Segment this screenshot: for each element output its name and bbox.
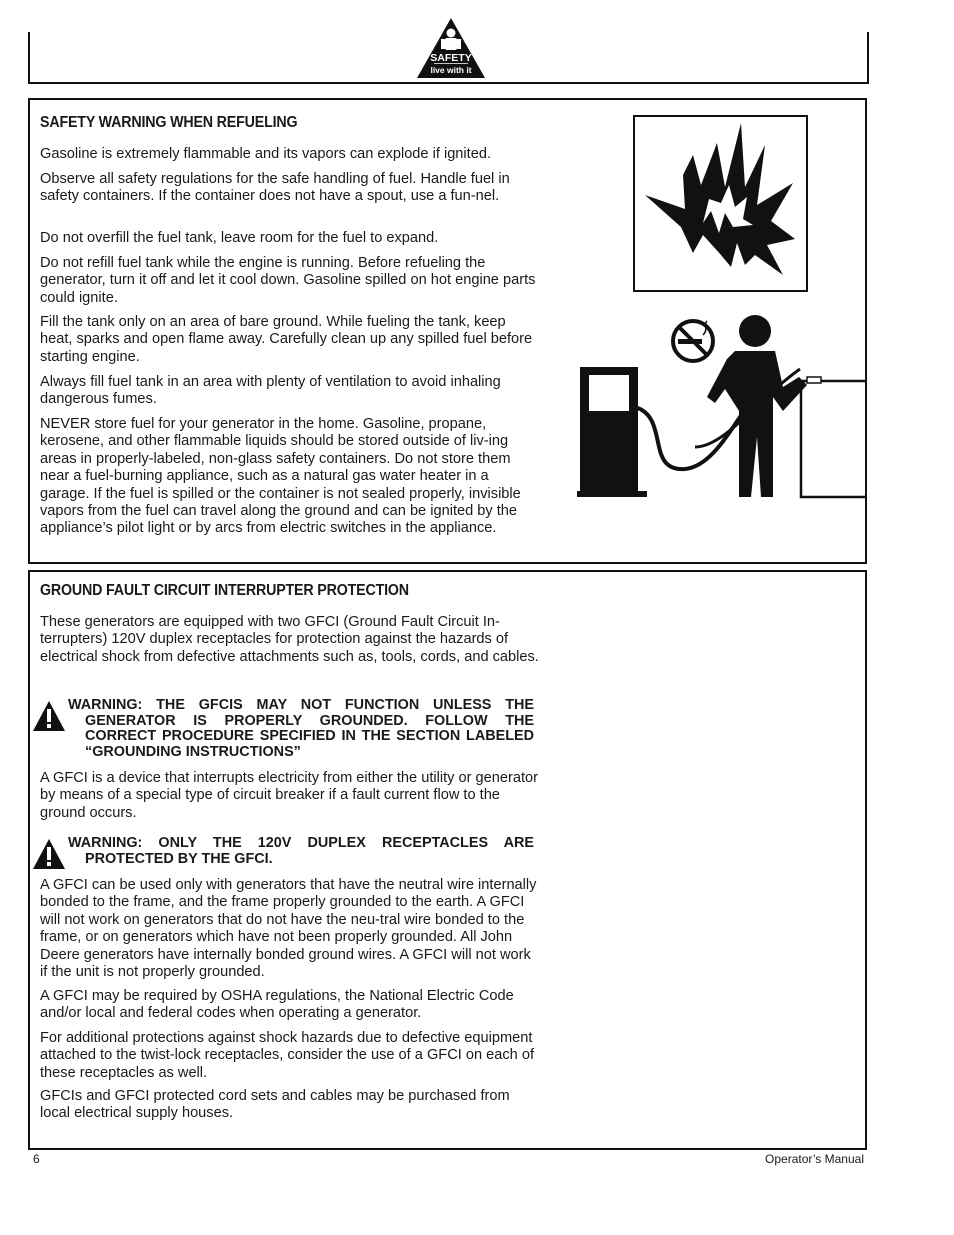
paragraph: Gasoline is extremely flammable and its vapors can explode if ignited. [40,146,492,162]
paragraph: These generators are equipped with two GFCI (Ground Fault Circuit In-terrupters) 120V duplex receptacles for protection against the hazards of electrical shock from defective attachments such as, tools, cords, and cables. [40,614,539,665]
refueling-illustration [575,307,865,507]
paragraph: NEVER store fuel for your generator in the home. Gasoline, propane, kerosene, and other flammable liquids should be stored outside of liv-ing areas in properly-labeled, non-glass safety containers. Do not store them near a fuel-burning appliance, such as a natural gas water heater in a garage. If the fuel is spilled or the container is not sealed properly, invisible vapors from the fuel can travel along the ground and can be ignited by the appliance’s pilot light or by arcs from electric switches in the appliance. [40,416,521,537]
warning-triangle-icon [32,700,66,732]
explosion-hazard-icon [633,115,808,292]
header-rule-left [28,32,30,84]
header-rule-right [867,32,869,84]
paragraph: Do not refill fuel tank while the engine is running. Before refueling the generator, turn it off and let it cool down. Gasoline spilled on hot engine parts could ignite. [40,255,536,306]
paragraph: Always fill fuel tank in an area with plenty of ventilation to avoid inhaling dangerous fumes. [40,374,501,408]
warning-text: WARNING: THE GFCIS MAY NOT FUNCTION UNLESS THE GENERATOR IS PROPERLY GROUNDED. FOLLOW THE CORRECT PROCEDURE SPECIFIED IN THE SECTION LABELED “GROUNDING INSTRUCTIONS” [68,697,534,760]
warning-text: WARNING: ONLY THE 120V DUPLEX RECEPTACLES ARE PROTECTED BY THE GFCI. [68,835,534,867]
section-title: GROUND FAULT CIRCUIT INTERRUPTER PROTECTION [40,582,409,599]
paragraph: Fill the tank only on an area of bare ground. While fueling the tank, keep heat, sparks and open flame away. Carefully clean up any spilled fuel before starting engine. [40,314,533,365]
gfci-protection-section [28,570,867,1150]
paragraph: A GFCI may be required by OSHA regulations, the National Electric Code and/or local and federal codes when operating a generator. [40,988,514,1022]
logo-text-safety: SAFETY [430,52,472,64]
page-number: 6 [33,1152,40,1166]
paragraph: A GFCI is a device that interrupts electricity from either the utility or generator by means of a special type of circuit breaker if a fault current flow to the ground occurs. [40,770,539,821]
refueling-safety-section [28,98,867,564]
paragraph: Observe all safety regulations for the safe handling of fuel. Handle fuel in safety containers. If the container does not have a spout, use a fun-nel. [40,171,510,205]
warning-triangle-icon [32,838,66,870]
paragraph: For additional protections against shock hazards due to defective equipment attached to the twist-lock receptacles, consider the use of a GFCI on each of these receptacles as well. [40,1030,535,1081]
paragraph: GFCIs and GFCI protected cord sets and cables may be purchased from local electrical supply houses. [40,1088,510,1122]
section-title: SAFETY WARNING WHEN REFUELING [40,114,298,131]
header-rule-bottom [28,82,869,84]
safety-logo [416,17,486,79]
paragraph: A GFCI can be used only with generators that have the neutral wire internally bonded to the frame, and the frame properly grounded to the earth. A GFCI will not work on generators that do not have the neu-tral wire bonded to the frame, or on generators which have not been properly grounded. All John Deere generators have internally bonded ground wires. A GFCI will not work if the unit is not properly grounded. [40,877,537,981]
paragraph: Do not overfill the fuel tank, leave room for the fuel to expand. [40,230,439,246]
manual-title: Operator’s Manual [765,1152,864,1166]
logo-text-tagline: live with it [430,65,472,75]
